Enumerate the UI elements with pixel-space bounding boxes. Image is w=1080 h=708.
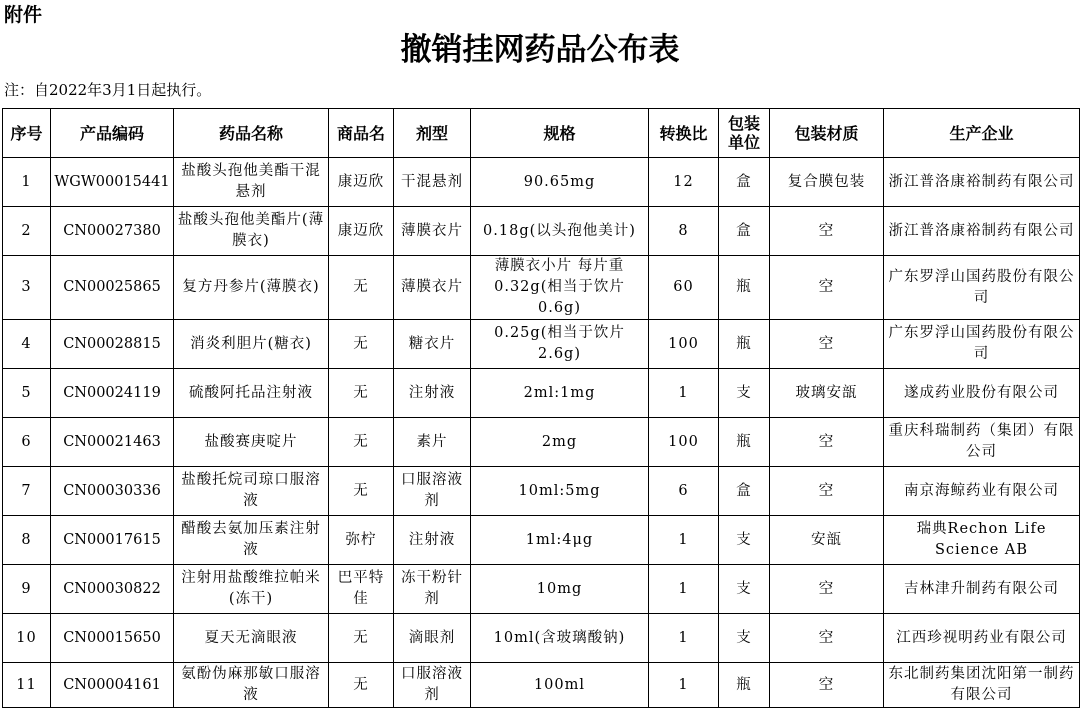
cell-product-code: CN00021463 [51, 418, 174, 467]
cell-product-code: CN00015650 [51, 614, 174, 663]
cell-trade-name: 无 [329, 614, 394, 663]
table-row [3, 614, 1080, 663]
cell-manufacturer: 浙江普洛康裕制药有限公司 [884, 207, 1080, 256]
cell-index: 2 [3, 207, 51, 256]
table-row [3, 369, 1080, 418]
cell-package-unit: 支 [719, 565, 770, 614]
cell-trade-name: 巴平特佳 [329, 565, 394, 614]
cell-manufacturer: 江西珍视明药业有限公司 [884, 614, 1080, 663]
cell-trade-name: 无 [329, 256, 394, 320]
col-package-unit-header: 包装单位 [719, 109, 770, 158]
cell-package-material: 空 [770, 467, 884, 516]
withdrawn-drugs-table [2, 108, 1080, 708]
cell-manufacturer: 东北制药集团沈阳第一制药有限公司 [884, 663, 1080, 708]
cell-index: 5 [3, 369, 51, 418]
cell-package-material: 空 [770, 207, 884, 256]
table-row [3, 467, 1080, 516]
cell-conversion-ratio: 1 [649, 663, 719, 708]
cell-drug-name: 醋酸去氨加压素注射液 [174, 516, 329, 565]
cell-manufacturer: 吉林津升制药有限公司 [884, 565, 1080, 614]
cell-index: 4 [3, 320, 51, 369]
cell-drug-name: 盐酸头孢他美酯干混悬剂 [174, 158, 329, 207]
cell-specification: 薄膜衣小片 每片重0.32g(相当于饮片0.6g) [471, 256, 649, 320]
cell-product-code: CN00030822 [51, 565, 174, 614]
cell-package-material: 空 [770, 663, 884, 708]
cell-conversion-ratio: 1 [649, 565, 719, 614]
cell-product-code: CN00030336 [51, 467, 174, 516]
attachment-label: 附件 [4, 4, 43, 26]
cell-specification: 10ml(含玻璃酸钠) [471, 614, 649, 663]
table-row [3, 320, 1080, 369]
cell-dosage-form: 冻干粉针剂 [394, 565, 471, 614]
cell-trade-name: 无 [329, 320, 394, 369]
cell-package-material: 空 [770, 565, 884, 614]
cell-conversion-ratio: 100 [649, 418, 719, 467]
cell-dosage-form: 口服溶液剂 [394, 467, 471, 516]
cell-conversion-ratio: 1 [649, 614, 719, 663]
cell-trade-name: 弥柠 [329, 516, 394, 565]
cell-specification: 2mg [471, 418, 649, 467]
cell-specification: 10ml:5mg [471, 467, 649, 516]
cell-product-code: CN00027380 [51, 207, 174, 256]
table-row [3, 256, 1080, 320]
cell-conversion-ratio: 1 [649, 516, 719, 565]
cell-conversion-ratio: 60 [649, 256, 719, 320]
cell-manufacturer: 重庆科瑞制药（集团）有限公司 [884, 418, 1080, 467]
cell-package-material: 安瓿 [770, 516, 884, 565]
cell-product-code: WGW00015441 [51, 158, 174, 207]
table-row [3, 418, 1080, 467]
cell-conversion-ratio: 8 [649, 207, 719, 256]
cell-package-material: 空 [770, 320, 884, 369]
cell-package-unit: 支 [719, 614, 770, 663]
table-body [3, 158, 1080, 708]
cell-specification: 1ml:4μg [471, 516, 649, 565]
cell-trade-name: 无 [329, 369, 394, 418]
cell-drug-name: 夏天无滴眼液 [174, 614, 329, 663]
cell-package-unit: 盒 [719, 467, 770, 516]
cell-specification: 10mg [471, 565, 649, 614]
cell-specification: 90.65mg [471, 158, 649, 207]
cell-conversion-ratio: 100 [649, 320, 719, 369]
table-row [3, 663, 1080, 708]
cell-product-code: CN00025865 [51, 256, 174, 320]
cell-package-material: 玻璃安瓿 [770, 369, 884, 418]
col-package-material-header: 包装材质 [770, 109, 884, 158]
cell-package-unit: 瓶 [719, 320, 770, 369]
cell-product-code: CN00017615 [51, 516, 174, 565]
cell-manufacturer: 瑞典Rechon Life Science AB [884, 516, 1080, 565]
cell-product-code: CN00024119 [51, 369, 174, 418]
cell-dosage-form: 干混悬剂 [394, 158, 471, 207]
cell-dosage-form: 口服溶液剂 [394, 663, 471, 708]
cell-index: 11 [3, 663, 51, 708]
cell-dosage-form: 薄膜衣片 [394, 256, 471, 320]
cell-package-material: 空 [770, 256, 884, 320]
cell-drug-name: 注射用盐酸维拉帕米(冻干) [174, 565, 329, 614]
col-manufacturer-header: 生产企业 [884, 109, 1080, 158]
cell-drug-name: 盐酸托烷司琼口服溶液 [174, 467, 329, 516]
table-row [3, 516, 1080, 565]
cell-package-unit: 瓶 [719, 663, 770, 708]
cell-manufacturer: 南京海鲸药业有限公司 [884, 467, 1080, 516]
col-drug-name-header: 药品名称 [174, 109, 329, 158]
cell-package-material: 复合膜包装 [770, 158, 884, 207]
cell-conversion-ratio: 12 [649, 158, 719, 207]
cell-specification: 0.18g(以头孢他美计) [471, 207, 649, 256]
cell-index: 7 [3, 467, 51, 516]
cell-manufacturer: 遂成药业股份有限公司 [884, 369, 1080, 418]
cell-package-unit: 支 [719, 369, 770, 418]
cell-product-code: CN00004161 [51, 663, 174, 708]
cell-trade-name: 康迈欣 [329, 207, 394, 256]
col-product-code-header: 产品编码 [51, 109, 174, 158]
cell-index: 3 [3, 256, 51, 320]
cell-package-unit: 瓶 [719, 418, 770, 467]
table-header-row [3, 109, 1080, 158]
cell-package-unit: 瓶 [719, 256, 770, 320]
cell-index: 1 [3, 158, 51, 207]
cell-index: 6 [3, 418, 51, 467]
cell-specification: 2ml:1mg [471, 369, 649, 418]
cell-package-unit: 盒 [719, 158, 770, 207]
col-specification-header: 规格 [471, 109, 649, 158]
cell-package-unit: 支 [719, 516, 770, 565]
col-dosage-form-header: 剂型 [394, 109, 471, 158]
cell-index: 9 [3, 565, 51, 614]
cell-package-material: 空 [770, 614, 884, 663]
cell-dosage-form: 滴眼剂 [394, 614, 471, 663]
cell-drug-name: 氨酚伪麻那敏口服溶液 [174, 663, 329, 708]
effective-date-note: 注：自2022年3月1日起执行。 [4, 81, 212, 99]
cell-conversion-ratio: 6 [649, 467, 719, 516]
cell-drug-name: 消炎利胆片(糖衣) [174, 320, 329, 369]
cell-drug-name: 盐酸头孢他美酯片(薄膜衣) [174, 207, 329, 256]
cell-conversion-ratio: 1 [649, 369, 719, 418]
cell-dosage-form: 注射液 [394, 516, 471, 565]
cell-trade-name: 无 [329, 663, 394, 708]
col-trade-name-header: 商品名 [329, 109, 394, 158]
cell-product-code: CN00028815 [51, 320, 174, 369]
cell-specification: 100ml [471, 663, 649, 708]
cell-dosage-form: 素片 [394, 418, 471, 467]
cell-manufacturer: 广东罗浮山国药股份有限公司 [884, 256, 1080, 320]
col-index-header: 序号 [3, 109, 51, 158]
table-row [3, 158, 1080, 207]
cell-drug-name: 复方丹参片(薄膜衣) [174, 256, 329, 320]
cell-trade-name: 无 [329, 467, 394, 516]
col-conversion-ratio-header: 转换比 [649, 109, 719, 158]
table-row [3, 207, 1080, 256]
cell-package-unit: 盒 [719, 207, 770, 256]
cell-trade-name: 康迈欣 [329, 158, 394, 207]
cell-dosage-form: 注射液 [394, 369, 471, 418]
page-title: 撤销挂网药品公布表 [400, 32, 680, 68]
cell-package-material: 空 [770, 418, 884, 467]
cell-dosage-form: 糖衣片 [394, 320, 471, 369]
cell-manufacturer: 广东罗浮山国药股份有限公司 [884, 320, 1080, 369]
cell-manufacturer: 浙江普洛康裕制药有限公司 [884, 158, 1080, 207]
table-row [3, 565, 1080, 614]
cell-trade-name: 无 [329, 418, 394, 467]
cell-dosage-form: 薄膜衣片 [394, 207, 471, 256]
cell-drug-name: 盐酸赛庚啶片 [174, 418, 329, 467]
cell-index: 10 [3, 614, 51, 663]
cell-index: 8 [3, 516, 51, 565]
cell-specification: 0.25g(相当于饮片2.6g) [471, 320, 649, 369]
cell-drug-name: 硫酸阿托品注射液 [174, 369, 329, 418]
